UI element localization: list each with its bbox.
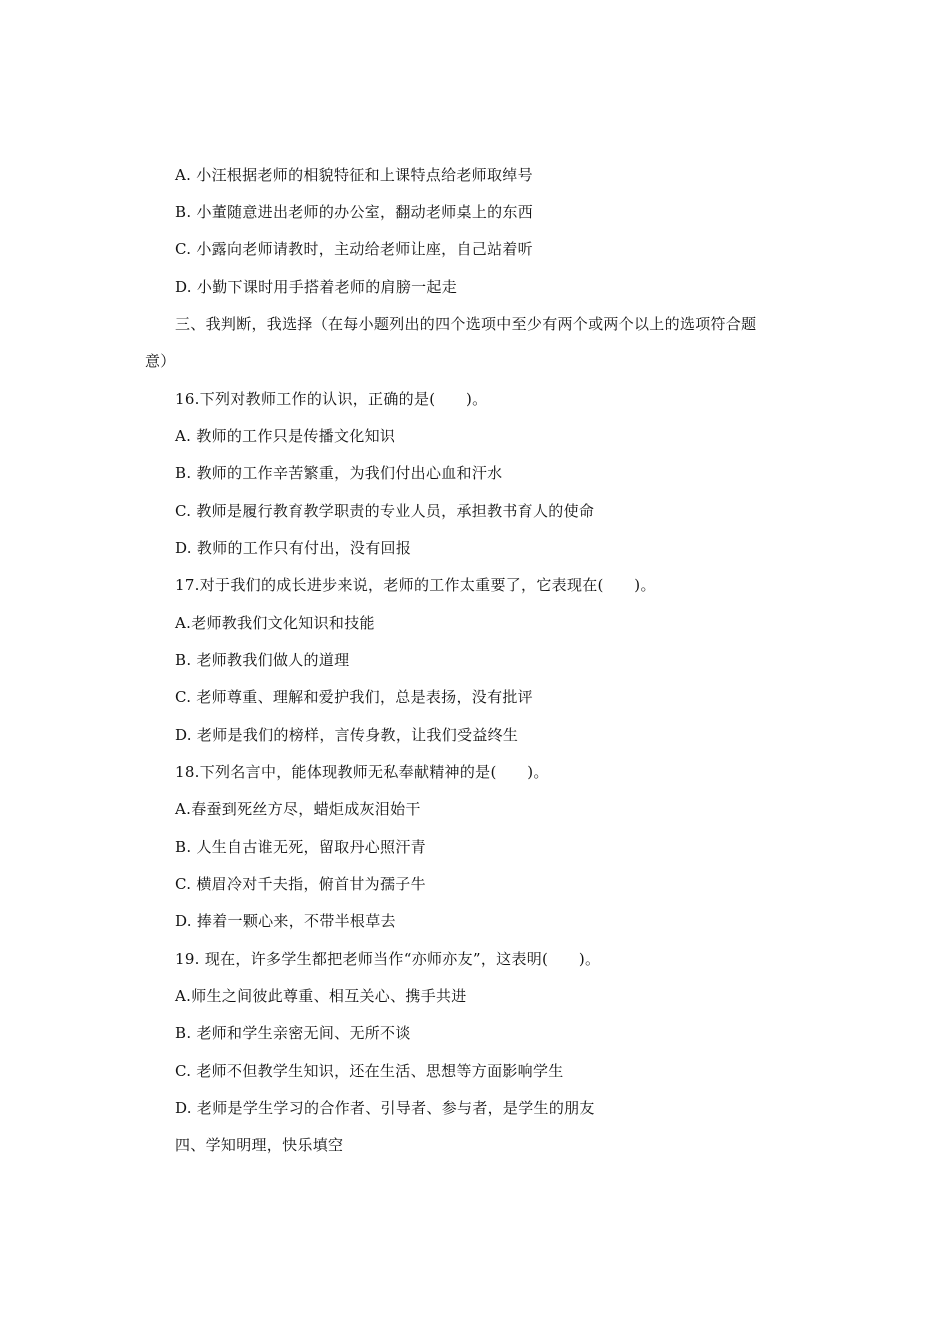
question-17-stem: 17.对于我们的成长进步来说，老师的工作太重要了，它表现在( )。: [175, 576, 656, 594]
q15-option-c: C. 小露向老师请教时，主动给老师让座，自己站着听: [175, 240, 533, 258]
section3-heading: 三、我判断，我选择（在每小题列出的四个选项中至少有两个或两个以上的选项符合题: [175, 315, 757, 333]
q15-option-b: B. 小董随意进出老师的办公室，翻动老师桌上的东西: [175, 203, 534, 221]
q15-option-a: A. 小汪根据老师的相貌特征和上课特点给老师取绰号: [175, 166, 533, 184]
q17-option-c: C. 老师尊重、理解和爱护我们，总是表扬，没有批评: [175, 688, 533, 706]
question-16-stem: 16.下列对教师工作的认识，正确的是( )。: [175, 390, 488, 408]
q15-option-d: D. 小勤下课时用手搭着老师的肩膀一起走: [175, 278, 458, 296]
q17-option-a: A.老师教我们文化知识和技能: [175, 614, 375, 632]
q19-option-b: B. 老师和学生亲密无间、无所不谈: [175, 1024, 411, 1042]
q16-option-b: B. 教师的工作辛苦繁重，为我们付出心血和汗水: [175, 464, 503, 482]
q17-option-b: B. 老师教我们做人的道理: [175, 651, 350, 669]
q18-option-a: A.春蚕到死丝方尽，蜡炬成灰泪始干: [175, 800, 421, 818]
question-18-stem: 18.下列名言中，能体现教师无私奉献精神的是( )。: [175, 763, 549, 781]
q17-option-d: D. 老师是我们的榜样，言传身教，让我们受益终生: [175, 726, 519, 744]
question-19-stem: 19. 现在，许多学生都把老师当作“亦师亦友”，这表明( )。: [175, 950, 601, 968]
section3-heading-continued: 意）: [145, 352, 176, 370]
q19-option-c: C. 老师不但教学生知识，还在生活、思想等方面影响学生: [175, 1062, 564, 1080]
q16-option-d: D. 教师的工作只有付出，没有回报: [175, 539, 412, 557]
q16-option-c: C. 教师是履行教育教学职责的专业人员，承担教书育人的使命: [175, 502, 595, 520]
q18-option-c: C. 横眉冷对千夫指，俯首甘为孺子牛: [175, 875, 426, 893]
q16-option-a: A. 教师的工作只是传播文化知识: [175, 427, 396, 445]
q19-option-a: A.师生之间彼此尊重、相互关心、携手共进: [175, 987, 467, 1005]
q18-option-b: B. 人生自古谁无死，留取丹心照汗青: [175, 838, 426, 856]
q18-option-d: D. 捧着一颗心来，不带半根草去: [175, 912, 396, 930]
section4-heading: 四、学知明理，快乐填空: [175, 1136, 344, 1154]
q19-option-d: D. 老师是学生学习的合作者、引导者、参与者，是学生的朋友: [175, 1099, 595, 1117]
